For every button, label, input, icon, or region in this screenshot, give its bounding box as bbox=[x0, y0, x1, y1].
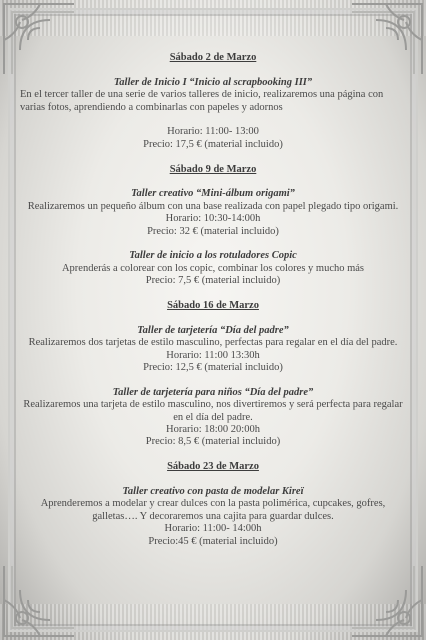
workshop-description: Aprenderás a colorear con los copic, combinar los colores y mucho más bbox=[61, 262, 365, 274]
schedule-content bbox=[20, 52, 406, 548]
corner-ornament-icon bbox=[0, 562, 78, 640]
workshop-description: Aprenderemos a modelar y crear dulces con la pasta polimérica, cupcakes, gofres, galletas…. Y decoraremos una cajita para guardar dulces. bbox=[40, 498, 386, 522]
workshop-price: Precio: 17,5 € (material incluido) bbox=[143, 138, 283, 150]
top-texture-band bbox=[0, 0, 426, 36]
section-date: Sábado 16 de Marzo bbox=[167, 300, 259, 312]
workshop-title: Taller creativo con pasta de modelar Kireï bbox=[122, 486, 304, 498]
workshop-schedule: Horario: 10:30-14:00h bbox=[165, 213, 261, 225]
workshop-schedule: Horario: 18:00 20:00h bbox=[166, 424, 260, 436]
workshop-title: Taller creativo “Mini-álbum origami” bbox=[131, 188, 295, 200]
workshop-price: Precio: 8,5 € (material incluido) bbox=[145, 436, 281, 448]
section-date: Sábado 2 de Marzo bbox=[169, 52, 257, 63]
workshop-price: Precio: 32 € (material incluido) bbox=[147, 225, 279, 237]
workshop-description: Realizaremos dos tarjetas de estilo masculino, perfectas para regalar en el día del padre. bbox=[28, 337, 398, 349]
workshop-price: Precio: 7,5 € (material incluido) bbox=[145, 275, 281, 287]
workshop-price: Precio:45 € (material incluido) bbox=[148, 535, 278, 547]
workshop-description: Realizaremos un pequeño álbum con una base realizada con papel plegado tipo origami. bbox=[27, 200, 399, 212]
workshop-description: Realizaremos una tarjeta de estilo masculino, nos divertiremos y será perfecta para regalar en el día del padre. bbox=[23, 399, 403, 423]
workshop-schedule: Horario: 11:00 13:30h bbox=[166, 349, 260, 361]
corner-ornament-icon bbox=[348, 562, 426, 640]
workshop-description: En el tercer taller de una serie de varios talleres de inicio, realizaremos una página con varias fotos, aprendiendo a combinarlas con papeles y adornos bbox=[20, 89, 384, 113]
workshop-title: Taller de tarjetería “Día del padre” bbox=[137, 324, 289, 336]
workshop-title: Taller de inicio a los rotuladores Copic bbox=[129, 250, 297, 262]
section-date: Sábado 9 de Marzo bbox=[169, 163, 257, 175]
workshop-schedule: Horario: 11:00- 13:00 bbox=[167, 126, 259, 138]
workshop-title: Taller de tarjetería para niños “Día del padre” bbox=[112, 386, 314, 398]
section-date: Sábado 23 de Marzo bbox=[167, 461, 259, 473]
workshop-schedule: Horario: 11:00- 14:00h bbox=[164, 523, 262, 535]
workshop-price: Precio: 12,5 € (material incluido) bbox=[143, 362, 283, 374]
workshop-title: Taller de Inicio I “Inicio al scrapbooking III” bbox=[113, 76, 313, 88]
bottom-texture-band bbox=[0, 604, 426, 640]
